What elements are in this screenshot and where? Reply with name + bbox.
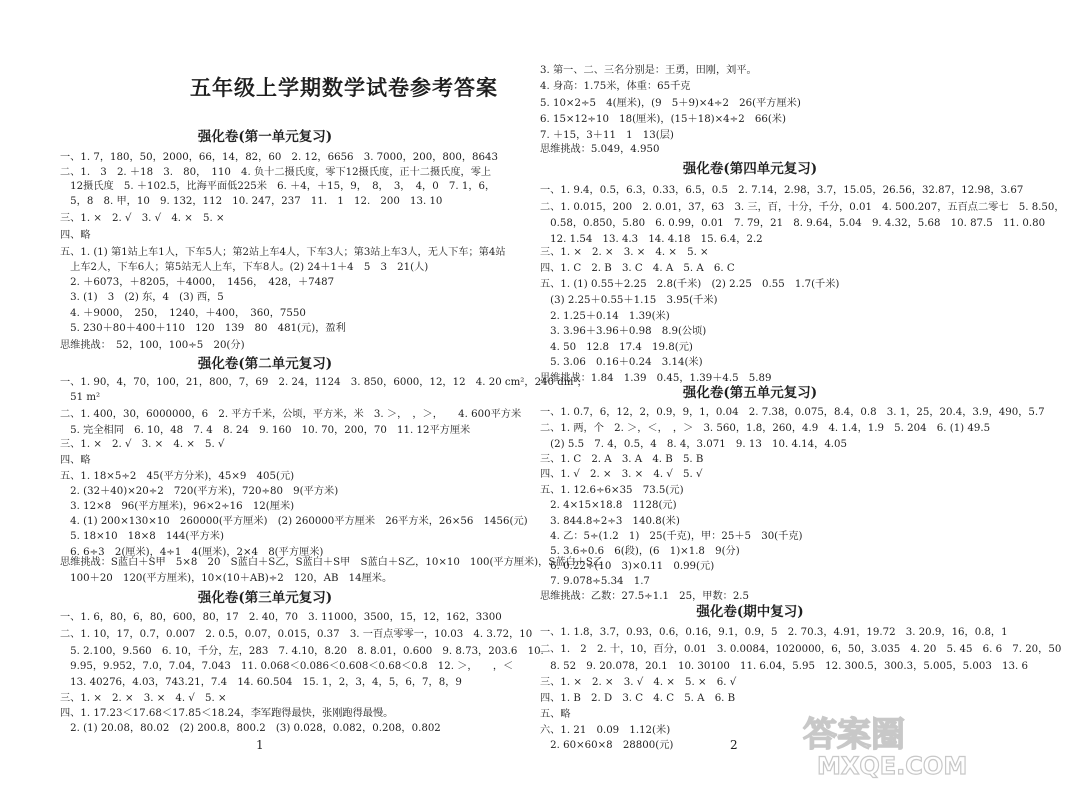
answer-line: 3. (1) 3 (2) 东，4 (3) 西，5 [60, 292, 224, 303]
answer-line: 6. 6÷3 2(厘米)，4÷1 4(厘米)，2×4 8(平方厘米) [60, 547, 324, 558]
answer-line: 4. 乙：5÷(1.2 1) 25(千克)，甲：25＋5 30(千克) [540, 531, 803, 542]
answer-line: 4. ＋9000， 250， 1240，＋400， 360，7550 [60, 308, 306, 319]
answer-line: 3. 第一、二、三名分别是：王勇，田刚，刘平。 [540, 65, 757, 76]
answer-line: 二、1. 2 2. 十，10，百分，0.01 3. 0.0084，1020000，6，50，3.035 4. 20 5. 45 6. 6 7. 20，50 [540, 644, 1062, 655]
answer-line: 思维挑战：1.84 1.39 0.45，1.39＋4.5 5.89 [540, 373, 772, 384]
answer-line: 4. 50 12.8 17.4 19.8(元) [540, 342, 693, 353]
answer-line: 四、略 [60, 230, 91, 241]
answer-line: 五、1. 12.6÷6×35 73.5(元) [540, 485, 684, 496]
page-number-left: 1 [256, 738, 264, 752]
answer-line: 7. ＋15，3＋11 1 13(层) [540, 130, 674, 141]
answer-line: 2. (1) 20.08，80.02 (2) 200.8，800.2 (3) 0.028，0.082，0.208，0.802 [60, 723, 441, 734]
answer-line: 二、1. 0.015，200 2. 0.01，37，63 3. 三，百，十分，千分，0.01 4. 500.207，五百点二零七 5. 8.50， [540, 202, 1065, 213]
answer-line: 3. 844.8÷2÷3 140.8(米) [540, 516, 680, 527]
answer-line: 一、1. 6，80，6，80，600，80，17 2. 40，70 3. 11000，3500，15，12，162，3300 [60, 612, 502, 623]
answer-line: 三、1. × 2. × 3. × 4. √ 5. × [60, 693, 227, 704]
answer-line: 一、1. 7，180，50，2000，66，14，82，60 2. 12，6656 3. 7000，200，800，8643 [60, 152, 498, 163]
answer-line: 100＋20 120(平方厘米)，10×(10＋AB)÷2 120，AB 14厘米。 [60, 573, 393, 584]
page-title: 五年级上学期数学试卷参考答案 [190, 75, 498, 100]
answer-line: 三、1. × 2. √ 3. √ 4. × 5. × [60, 213, 225, 224]
answer-line: 7. 9.078÷5.34 1.7 [540, 576, 650, 587]
section-heading: 强化卷(第四单元复习) [682, 161, 818, 177]
answer-line: 5. 2.100，9.560 6. 10，千分，左，283 7. 4.10，8.20 8. 8.01，0.600 9. 8.73，203.6 10. [60, 646, 544, 657]
answer-line: 上车2人，下车6人；第5站无人上车，下车8人。(2) 24＋1＋4 5 3 21(人) [60, 262, 429, 273]
answer-line: 思维挑战：5.049，4.950 [540, 144, 660, 155]
answer-line: 2. (32＋40)×20÷2 720(平方米)，720÷80 9(平方米) [60, 486, 339, 497]
answer-line: 六、1. 21 0.09 1.12(米) [540, 725, 671, 736]
answer-line: 2. 60×60×8 28800(元) [540, 740, 674, 751]
answer-line: 二、1. 400，30，6000000，6 2. 平方千米，公顷，平方米，米 3. ＞， ，＞， 4. 600平方米 [60, 409, 522, 420]
answer-line: 51 m² [60, 392, 101, 403]
answer-line: 思维挑战：S蓝白＋S甲 5×8 20 S蓝白＋S乙，S蓝白＋S甲 S蓝白＋S乙，10×10 100(平方厘米)，S蓝白＋S乙 [60, 557, 604, 568]
section-heading: 强化卷(期中复习) [696, 604, 804, 620]
answer-line: 3. 12×8 96(平方厘米)，96×2÷16 12(厘米) [60, 501, 295, 512]
answer-line: 二、1. 3 2. ＋18 3. 80， 110 4. 负十二摄氏度，零下12摄氏度，正十二摄氏度，零上 [60, 167, 492, 178]
watermark-top: 答案圈 [803, 715, 905, 755]
answer-line: 5. 完全相同 6. 10，48 7. 4 8. 24 9. 160 10. 70，200，70 11. 12平方厘米 [60, 425, 471, 436]
section-heading: 强化卷(第五单元复习) [682, 385, 818, 401]
answer-line: 三、1. × 2. × 3. √ 4. × 5. × 6. √ [540, 677, 737, 688]
answer-line: 三、1. C 2. A 3. A 4. B 5. B [540, 454, 704, 465]
answer-line: 二、1. 两，个 2. ＞，＜， ，＞ 3. 560，1.8，260，4.9 4. 1.4，1.9 5. 204 6. (1) 49.5 [540, 423, 991, 434]
answer-line: 5. 10×2÷5 4(厘米)，(9 5＋9)×4÷2 26(平方厘米) [540, 98, 801, 109]
answer-line: 3. 3.96＋3.96＋0.98 8.9(公顷) [540, 326, 707, 337]
section-heading: 强化卷(第三单元复习) [197, 590, 333, 606]
answer-line: 13. 40276，4.03，743.21，7.4 14. 60.504 15. 1，2，3，4，5，6，7，8，9 [60, 677, 462, 688]
answer-line: 5. 230＋80＋400＋110 120 139 80 481(元)，盈利 [60, 323, 346, 334]
answer-line: 一、1. 1.8，3.7，0.93，0.6，0.16，9.1，0.9，5 2. 70.3，4.91，19.72 3. 20.9，16，0.8，1 [540, 627, 1008, 638]
answer-line: 5. 18×10 18×8 144(平方米) [60, 531, 224, 542]
answer-line: 一、1. 0.7，6，12，2，0.9，9，1，0.04 2. 7.38，0.075，8.4，0.8 3. 1，25，20.4，3.9，490，5.7 [540, 407, 1045, 418]
answer-line: 一、1. 90，4，70，100，21，800，7，69 2. 24，1124 3. 850，6000，12，12 4. 20 cm²，240 dm²， [60, 377, 588, 388]
watermark-bottom: MXQE.COM [817, 752, 968, 780]
answer-line: 6. 0.22÷(10 3)×0.11 0.99(元) [540, 561, 715, 572]
answer-line: 三、1. × 2. × 3. × 4. × 5. × [540, 247, 709, 258]
answer-line: 四、1. B 2. D 3. C 4. C 5. A 6. B [540, 693, 736, 704]
answer-line: 二、1. 10，17，0.7，0.007 2. 0.5，0.07，0.015，0.37 3. 一百点零零一，10.03 4. 3.72，10 [60, 629, 533, 640]
answer-line: 四、略 [60, 455, 91, 466]
answer-line: 8. 52 9. 20.078，20.1 10. 30100 11. 6.04，5.95 12. 300.5，300.3，5.005，5.003 13. 6 [540, 661, 1028, 672]
page-number-right: 2 [730, 738, 738, 752]
answer-line: 五、1. (1) 0.55＋2.25 2.8(千米) (2) 2.25 0.55 1.7(千米) [540, 279, 840, 290]
answer-line: 9.95，9.952，7.0，7.04，7.043 11. 0.068＜0.086＜0.608＜0.68＜0.8 12. ＞， ，＜ [60, 661, 514, 672]
answer-line: 5. 3.06 0.16＋0.24 3.14(米) [540, 357, 703, 368]
answer-line: 四、1. C 2. B 3. C 4. A 5. A 6. C [540, 263, 735, 274]
answer-line: 2. 1.25＋0.14 1.39(米) [540, 311, 670, 322]
answer-line: (3) 2.25＋0.55＋1.15 3.95(千米) [540, 295, 718, 306]
answer-line: 四、1. √ 2. × 3. × 4. √ 5. √ [540, 469, 703, 480]
answer-line: 思维挑战： 52，100，100÷5 20(分) [60, 340, 245, 351]
answer-line: 4. 身高：1.75米，体重：65千克 [540, 81, 691, 92]
answer-line: 12. 1.54 13. 4.3 14. 4.18 15. 6.4，2.2 [540, 234, 763, 245]
answer-line: 三、1. × 2. √ 3. × 4. × 5. √ [60, 439, 225, 450]
answer-line: 五、1. 18×5÷2 45(平方分米)，45×9 405(元) [60, 471, 295, 482]
section-heading: 强化卷(第二单元复习) [197, 356, 333, 372]
answer-line: 2. 4×15×18.8 1128(元) [540, 500, 677, 511]
answer-line: 2. ＋6073，＋8205，＋4000， 1456， 428，＋7487 [60, 277, 335, 288]
answer-line: 5，8 8. 甲，10 9. 132，112 10. 247，237 11. 1 12. 200 13. 10 [60, 196, 443, 207]
answer-line: 5. 3.6÷0.6 6(段)，(6 1)×1.8 9(分) [540, 546, 740, 557]
answer-line: (2) 5.5 7. 4，0.5，4 8. 4，3.071 9. 13 10. 4.14，4.05 [540, 439, 848, 450]
watermark-logo [795, 706, 975, 778]
answer-line: 4. (1) 200×130×10 260000(平方厘米) (2) 260000平方厘米 26平方米，26×56 1456(元) [60, 516, 528, 527]
answer-line: 一、1. 9.4，0.5，6.3，0.33，6.5，0.5 2. 7.14，2.98，3.7，15.05，26.56，32.87，12.98，3.67 [540, 185, 1024, 196]
section-heading: 强化卷(第一单元复习) [197, 129, 333, 145]
answer-line: 6. 15×12÷10 18(厘米)，(15＋18)×4÷2 66(米) [540, 114, 786, 125]
answer-line: 五、1. (1) 第1站上车1人，下车5人；第2站上车4人，下车3人；第3站上车3人，无人下车；第4站 [60, 247, 506, 258]
answer-line: 12摄氏度 5. ＋102.5，比海平面低225米 6. ＋4，＋15，9， 8， 3， 4，0 7. 1，6， [60, 181, 496, 192]
answer-line: 五、略 [540, 709, 571, 720]
answer-line: 0.58，0.850，5.80 6. 0.99，0.01 7. 79，21 8. 9.64，5.04 9. 4.32，5.68 10. 87.5 11. 0.80 [540, 218, 1046, 229]
answer-line: 思维挑战：乙数：27.5÷1.1 25，甲数：2.5 [540, 591, 750, 602]
answer-line: 四、1. 17.23＜17.68＜17.85＜18.24，李军跑得最快，张刚跑得最慢。 [60, 708, 394, 719]
